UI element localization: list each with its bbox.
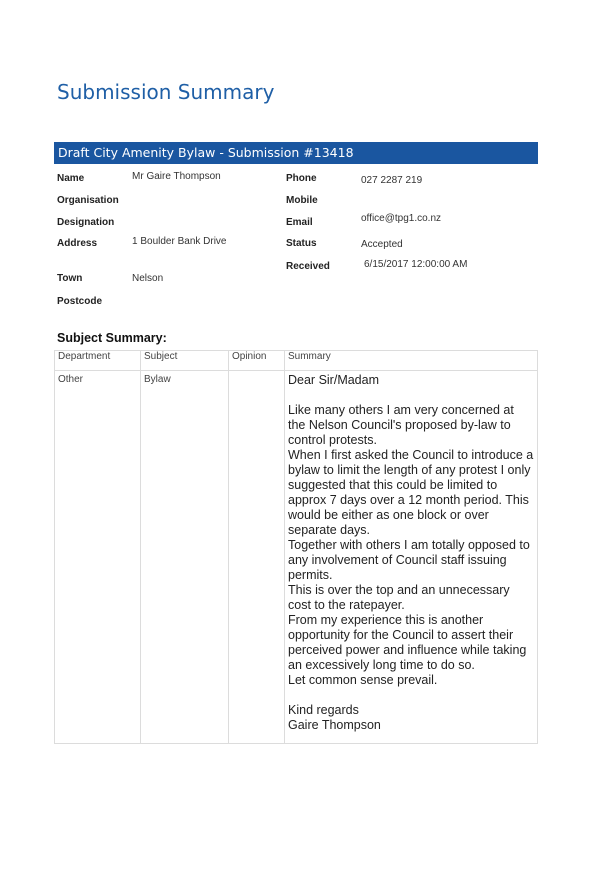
status-value: Accepted [361, 239, 403, 250]
email-value: office@tpg1.co.nz [361, 213, 442, 224]
subject-summary-title: Subject Summary: [57, 331, 167, 345]
summary-line: This is over the top and an unnecessary cost to the ratepayer. [288, 583, 510, 612]
received-value: 6/15/2017 12:00:00 AM [364, 259, 468, 270]
postcode-label: Postcode [57, 296, 103, 307]
phone-label: Phone [286, 173, 317, 184]
table-header-row [55, 351, 538, 371]
status-label: Status [286, 238, 317, 249]
name-label: Name [57, 173, 85, 184]
department-cell: Other [55, 371, 141, 744]
summary-line: Dear Sir/Madam [288, 373, 379, 387]
table-row [55, 371, 538, 744]
address-value: 1 Boulder Bank Drive [132, 236, 227, 247]
phone-value: 027 2287 219 [361, 175, 423, 186]
mobile-label: Mobile [286, 195, 318, 206]
summary-line [288, 388, 534, 403]
summary-line: Gaire Thompson [288, 718, 381, 732]
department-header: Department [55, 351, 141, 371]
submission-banner: Draft City Amenity Bylaw - Submission #13418 [54, 142, 538, 164]
summary-line [288, 688, 534, 703]
page-title: Submission Summary [57, 80, 275, 104]
summary-line: From my experience this is another opportunity for the Council to assert their perceived power and influence while taking an excessively long time to do so. [288, 613, 527, 672]
designation-label: Designation [57, 217, 115, 228]
email-label: Email [286, 217, 313, 228]
summary-line: Together with others I am totally opposed to any involvement of Council staff issuing permits. [288, 538, 530, 582]
opinion-header: Opinion [229, 351, 285, 371]
summary-line: When I first asked the Council to introduce a bylaw to limit the length of any protest I only suggested that this could be limited to approx 7 days over a 12 month period. This would be either as one block or over separate days. [288, 448, 534, 537]
town-value: Nelson [132, 273, 164, 284]
organisation-label: Organisation [57, 195, 119, 206]
summary-cell [285, 371, 538, 744]
address-label: Address [57, 238, 98, 249]
summary-line: Kind regards [288, 703, 359, 717]
summary-line: Like many others I am very concerned at the Nelson Council's proposed by-law to control protests. [288, 403, 514, 447]
subject-cell: Bylaw [141, 371, 229, 744]
received-label: Received [286, 261, 330, 272]
town-label: Town [57, 273, 83, 284]
opinion-cell [229, 371, 285, 744]
name-value: Mr Gaire Thompson [132, 171, 221, 182]
summary-line: Let common sense prevail. [288, 673, 438, 687]
subject-header: Subject [141, 351, 229, 371]
subject-summary-table [54, 350, 538, 744]
summary-header: Summary [285, 351, 538, 371]
